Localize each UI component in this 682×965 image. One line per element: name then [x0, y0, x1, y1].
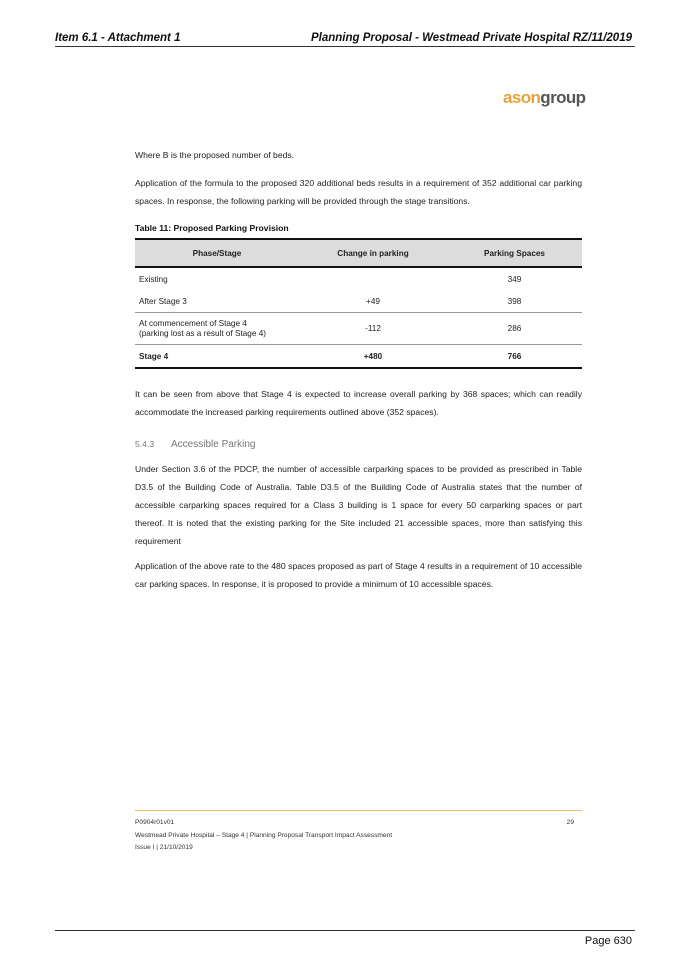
cell-change [299, 267, 447, 290]
footer-divider [135, 810, 582, 811]
parking-provision-table [135, 238, 582, 369]
cell-phase: At commencement of Stage 4 (parking lost as a result of Stage 4) [135, 313, 299, 345]
cell-spaces: 398 [447, 290, 582, 313]
cell-change: +49 [299, 290, 447, 313]
footer-doc-ref: P0904r01v01 [135, 819, 175, 826]
cell-change: -112 [299, 313, 447, 345]
cell-phase: Stage 4 [135, 345, 299, 369]
footer-inner-page-number: 29 [566, 819, 574, 826]
column-header-change: Change in parking [299, 239, 447, 267]
paragraph-accessible-provision: Application of the above rate to the 480 spaces proposed as part of Stage 4 results in a requirement of 10 accessible car parking spaces. In response, it is proposed to provide a minimum of 10 accessible spaces. [135, 561, 582, 589]
table-row [135, 267, 582, 290]
table-header-row [135, 239, 582, 267]
page-number: Page 630 [584, 935, 632, 947]
paragraph-formula-application: Application of the formula to the proposed 320 additional beds results in a requirement of 352 additional car parking spaces. In response, the following parking will be provided through the stage transitions. [135, 178, 582, 206]
table-caption: Table 11: Proposed Parking Provision [135, 223, 289, 233]
footer-issue: Issue I | 21/10/2019 [135, 844, 193, 851]
cell-spaces: 766 [447, 345, 582, 369]
section-heading [135, 439, 255, 450]
footer-doc-title: Westmead Private Hospital – Stage 4 | Planning Proposal Transport Impact Assessment [135, 832, 393, 839]
header-attachment-label: Item 6.1 - Attachment 1 [55, 32, 181, 44]
page-bottom-divider [55, 930, 635, 931]
table-row [135, 290, 582, 313]
section-title: Accessible Parking [171, 439, 256, 450]
header-proposal-title: Planning Proposal - Westmead Private Hospital RZ/11/2019 [310, 32, 632, 44]
table-row-total [135, 345, 582, 369]
ason-group-logo: asongroup [503, 88, 586, 107]
paragraph-beds-definition: Where B is the proposed number of beds. [135, 150, 295, 160]
cell-spaces: 349 [507, 274, 522, 284]
column-header-spaces: Parking Spaces [447, 239, 582, 267]
paragraph-accessible-requirement: Under Section 3.6 of the PDCP, the number of accessible carparking spaces to be provided as prescribed in Table D3.5 of the Building Code of Australia. Table D3.5 of the Building Code of Australia states that the number of accessible carparking spaces required for a Class 3 building is 1 space for every 50 carparking spaces or part thereof. It is noted that the existing parking for the Site included 21 accessible spaces, more than satisfying this requirement [135, 464, 582, 546]
cell-phase: Existing [139, 274, 168, 284]
section-number: 5.4.3 [135, 439, 155, 449]
table-row [135, 313, 582, 345]
column-header-phase: Phase/Stage [135, 239, 299, 267]
header-divider [55, 46, 635, 47]
paragraph-stage4-summary: It can be seen from above that Stage 4 is expected to increase overall parking by 368 spaces; which can readily accommodate the increased parking requirements outlined above (352 spaces). [135, 389, 582, 417]
cell-change: +480 [299, 345, 447, 369]
cell-spaces: 286 [447, 313, 582, 345]
cell-phase: After Stage 3 [135, 290, 299, 313]
